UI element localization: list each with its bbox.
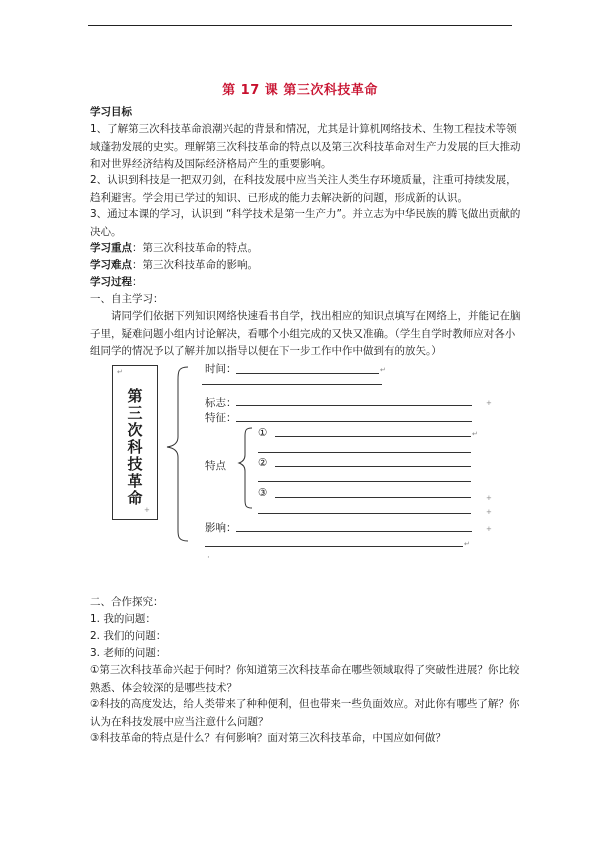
trait-1-line-2[interactable] bbox=[258, 452, 471, 453]
traits-brace bbox=[239, 428, 252, 508]
box-return-mark: ↵ bbox=[117, 368, 123, 376]
impact-anchor-mark: + bbox=[486, 525, 492, 533]
section1-instructions: 请同学们依据下列知识网络快速看书自学，找出相应的知识点填写在网络上，并能记在脑子里，疑难问题小组内讨论解决，看哪个小组完成的又快又准确。（学生自学时教师应对各小组同学的情况予以了解并加以指导以便在下一步工作中作中做到有的放矢。） bbox=[90, 310, 521, 357]
main-brace bbox=[167, 367, 188, 541]
goal-item-1: 1、了解第三次科技革命浪潮兴起的背景和情况，尤其是计算机网络技术、生物工程技术等领域蓬勃发展的史实。理解第三次科技革命的特点以及第三次科技革命对生产力发展的巨大推动和对世界经济结构及国际经济格局产生的重要影响。 bbox=[90, 123, 521, 170]
trait-2-blank[interactable] bbox=[275, 466, 471, 467]
time-return-mark: ↵ bbox=[380, 366, 386, 374]
trait-3-anchor-mark-2: + bbox=[486, 508, 492, 516]
impact-blank[interactable] bbox=[236, 531, 472, 532]
difficulty-label: 学习难点 bbox=[90, 259, 132, 271]
our-question: 2. 我们的问题： bbox=[90, 630, 167, 642]
traits-label: 特点 bbox=[205, 460, 226, 472]
sign-blank[interactable] bbox=[236, 405, 472, 406]
teacher-question-3: ③科技革命的特点是什么？有何影响？面对第三次科技革命，中国应如何做？ bbox=[90, 732, 446, 744]
teacher-question-1: ①第三次科技革命兴起于何时？你知道第三次科技革命在哪些领域取得了突破性进展？你比较熟悉、体会较深的是哪些技术？ bbox=[90, 664, 520, 694]
goals-heading: 学习目标 bbox=[90, 106, 132, 118]
key-point-label: 学习重点 bbox=[90, 242, 132, 254]
circle-one: ① bbox=[258, 427, 268, 439]
box-anchor-mark: + bbox=[144, 506, 150, 514]
circle-three: ③ bbox=[258, 487, 268, 499]
goal-item-3: 3、通过本课的学习，认识到 “科学技术是第一生产力”。并立志为中华民族的腾飞做出贡献的决心。 bbox=[90, 208, 521, 238]
key-point-text: ：第三次科技革命的特点。 bbox=[132, 242, 258, 254]
sign-anchor-mark: + bbox=[486, 399, 492, 407]
lesson-title: 第 17 课 第三次科技革命 bbox=[222, 83, 378, 98]
feature-blank[interactable] bbox=[236, 421, 472, 422]
sign-label: 标志： bbox=[205, 397, 237, 409]
trait-1-return-mark: ↵ bbox=[472, 430, 478, 438]
trait-1-blank[interactable] bbox=[275, 436, 471, 437]
process-heading: 学习过程 bbox=[90, 276, 132, 288]
time-label: 时间： bbox=[205, 363, 237, 375]
time-blank[interactable] bbox=[236, 373, 379, 374]
circle-two: ② bbox=[258, 457, 268, 469]
teacher-question: 3. 老师的问题： bbox=[90, 647, 167, 659]
trait-2-line-2[interactable] bbox=[258, 481, 471, 482]
trait-3-blank[interactable] bbox=[275, 497, 471, 498]
goal-item-2: 2、认识到科技是一把双刃剑，在科技发展中应当关注人类生存环境质量，注重可持续发展，趋利避害。学会用已学过的知识、已形成的能力去解决新的问题，形成新的认识。 bbox=[90, 174, 517, 204]
my-question: 1. 我的问题： bbox=[90, 613, 156, 625]
process-heading-suffix: ： bbox=[132, 276, 143, 288]
time-underline bbox=[202, 384, 382, 385]
impact-label: 影响： bbox=[205, 522, 237, 534]
impact-line-2[interactable] bbox=[205, 546, 463, 547]
trait-3-anchor-mark: + bbox=[486, 494, 492, 502]
dot-mark: · bbox=[207, 553, 210, 563]
teacher-question-2: ②科技的高度发达，给人类带来了种种便利，但也带来一些负面效应。对此你有哪些了解？你认为在科技发展中应当注意什么问题？ bbox=[90, 698, 520, 728]
trait-3-line-2[interactable] bbox=[258, 513, 471, 514]
impact-return-mark: ↵ bbox=[464, 540, 470, 548]
topic-box-title: 第三次科技革命 bbox=[127, 387, 143, 507]
section1-heading: 一、自主学习： bbox=[90, 293, 164, 305]
cooperation-heading: 二、合作探究： bbox=[90, 596, 164, 608]
difficulty-text: ：第三次科技革命的影响。 bbox=[132, 259, 258, 271]
feature-label: 特征： bbox=[205, 412, 237, 424]
